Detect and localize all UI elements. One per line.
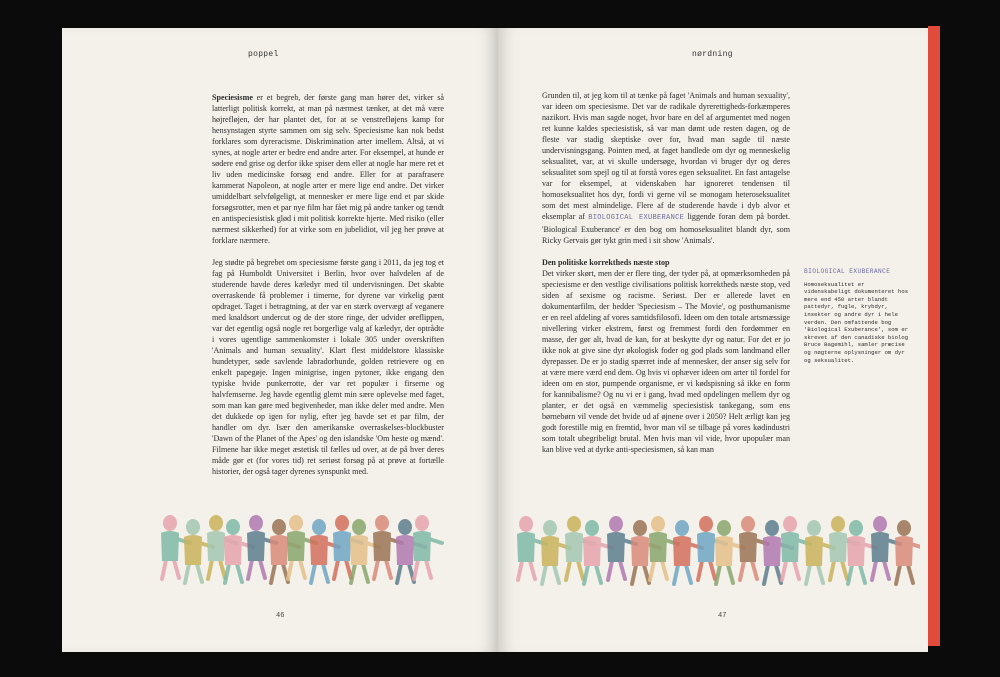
sidebar-title: BIOLOGICAL EXUBERANCE: [804, 268, 891, 275]
left-page-number: 46: [276, 612, 285, 620]
sidebar-note: [804, 268, 914, 364]
right-page-number: 47: [718, 612, 727, 620]
right-paragraph-1-text-b: liggende foran dem på bordet. 'Biological Exuberance' er den bog om homoseksualitet blandt dyr, som Ricky Gervais gør tykt grin med i sit show 'Animals'.: [542, 212, 790, 245]
right-text-column: [542, 90, 790, 455]
left-running-header: poppel: [248, 50, 279, 59]
right-page: [498, 28, 928, 652]
section-subheading: Den politiske korrektheds næste stop: [542, 258, 670, 267]
subheading-block: [542, 257, 790, 268]
left-parade-illustration: [156, 500, 456, 585]
red-cover-edge: [928, 26, 940, 646]
left-paragraph-1: [212, 92, 444, 246]
right-running-header: nørdning: [692, 50, 733, 59]
sidebar-text: Homoseksualitet er videnskabeligt dokumenteret hos mere end 450 arter blandt pattedyr, fugle, krybdyr, insekter og andre dyr i hele verden. Den omfattende bog 'Biological Exuberance', som er skrevet af den canadiske biolog Bruce Bagemihl, samler præcise og nøgterne oplysninger om dyr og seksualitet.: [804, 280, 909, 364]
parade-figure: [895, 520, 920, 584]
book-title-mono: BIOLOGICAL EXUBERANCE: [588, 214, 685, 222]
left-text-column: [212, 92, 444, 477]
left-page: [62, 28, 498, 652]
left-paragraph-2: Jeg stødte på begrebet om speciesisme første gang i 2011, da jeg tog et fag på Humboldt Universitet i Berlin, hvor over halvdelen af de studerende havde deres kæledyr med til undervisningen. Det skabte overraskende få problemer i timerne, for dyrene var virkelig pænt opdraget. Taget i betragtning, at der var en stærk overvægt af veganere med knaldsort undercut og de der store ringe, der udvider øreflippen, var det egentlig også nogle ret borgerlige valg af kæledyr, der optrådte i vores ugentlige sammenkomster i lokale 305 under overskriften 'Animals and human sexuality'. Klart flest middelstore klassiske hundetyper, søde savlende labradorhunde, golden retrievere og en enkelt papegøje. Ingen minigrise, ingen pytoner, ikke engang den typiske hvide punkerrotte, der var ret populær i firserne og halvfemserne. Jeg havde egentlig glemt min sære oplevelse med faget, som man kan gøre med begivenheder, man ikke deler med andre. Men det dukkede op igen for nylig, efter jeg havde set et par film, der handler om dyr. Især den amerikanske overraskelses-blockbuster 'Dawn of the Planet of the Apes' og den islandske 'Om heste og mænd'. Filmene har ikke meget æstetisk til fælles ud over, at de på hver deres måde gør et (for vores tid) ret seriøst forsøg på at prøve at fortælle historier, der også tager dyrenes synspunkt med.: [212, 258, 444, 476]
lead-term: Speciesisme: [212, 93, 253, 102]
right-paragraph-1: [542, 90, 790, 246]
right-paragraph-2: Det virker skørt, men der er flere ting, der tyder på, at opmærksomheden på speciesisme er den vestlige civilisations politisk korrektheds næste stop, ved siden af sexisme og racisme. Seriøst. Der er allerede lavet en dokumentarfilm, der hedder 'Speciesism – The Movie', og posthumanisme er en reel afdeling af vores samtidsfilosofi. Ideen om den totale artsmæssige nivellering virker ekstrem, først og fremmest fordi den fordømmer en masse, der gør alt, hvad de kan, for at beskytte dyr og natur. For det er jo ikke nok at give sine dyr økologisk foder og god plads som landmand eller dyrepasser. De er jo stadig spærret inde af mennesker, der anser sig selv for at være mere værd end dem. Og hvis vi ophæver ideen om arter til fordel for ideen om en stor, pumpende organisme, er vi kødspisning så ikke en form for kannibalisme? Og nu vi er i gang, hvad med opdelingen mellem dyr og planter, er det også en væmmelig speciesistisk tankegang, som ens børnebørn vil vende det hvide ud af øjnene over i 2050? Helt ærligt kan jeg godt forestille mig en fremtid, hvor man vil se tilbage på vores kødindustri som totalt ubegribeligt brutal. Men hvis man vil vide, hvor upopulær man kan blive ved at dyrke anti-speciesismen, så kan man: [542, 269, 790, 454]
right-parade-illustration: [510, 496, 920, 586]
parade-figure: [413, 515, 442, 579]
left-paragraph-1-text: er et begreb, der første gang man hører det, virker så latterligt politisk korrekt, at man på nærmest tænker, at det må være højrefløjen, der har plantet det, for at se venstrefløjens kamp for hensynstagen styrte sammen om sig selv. Speciesisme kan nok bedst forklares som dyreracisme. Diskrimination arter imellem. Altså, at vi synes, at nogle arter er bedre end andre arter. For eksempel, at hunde er sødere end grise og derfor ikke spiser dem eller at nogle har mere ret et liv uden medicinske forsøg end andre. Eller for at parafrasere kammerat Napoleon, at nogle arter er mere lige end andre. Det virker umiddelbart selvfølgeligt, at mennesker er mere lige end et par skide forsøgsrotter, men et par nye film har fået mig på andre tanker og tændt en antispeciesistisk glød i mit politisk korrekte hjerte. Med risiko (eller nærmest sikkerhed) for at virke som en jubelidiot, vil jeg her prøve at forklare nærmere.: [212, 93, 444, 245]
right-paragraph-1-text-a: Grunden til, at jeg kom til at tænke på faget 'Animals and human sexuality', var ideen om speciesisme. Det var de radikale dyrerettigheds-forkæmperes nazikort. Hvis man sagde noget, hvor bare en del af argumentet med nogen ret kunne kaldes speciesistisk, så var man dømt ude resten dagen, og de fleste var stadig skeptiske over for, hvad man sagde til næste undervisningsgang. Pointen med, at faget handlede om dyr og menneskelig seksualitet, var, at vi skulle undersøge, hvordan vi bruger dyr og deres seksualitet som spejl og til at forstå vores egen seksualitet. En fast antagelse var for eksempel, at videnskaben har ignoreret tendensen til homoseksualitet hos dyr, fordi vi gerne vil se monogam heteroseksualitet som det mest almindelige. Flere af de studerende havde i dyb alvor et eksemplar af: [542, 91, 790, 221]
